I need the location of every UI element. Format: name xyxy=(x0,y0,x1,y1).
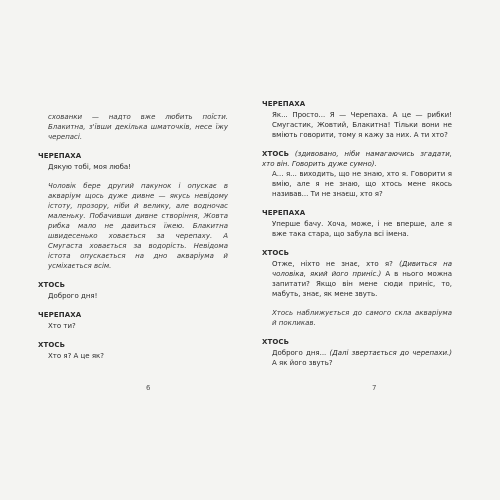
dialogue-turtle xyxy=(262,99,452,140)
dialogue-line: Доброго дня! xyxy=(48,292,98,300)
right-page xyxy=(262,99,452,377)
left-page xyxy=(38,112,228,370)
speaker-name: ЧЕРЕПАХА xyxy=(38,152,82,160)
dialogue-line: Уперше бачу. Хоча, може, і не вперше, але я вже така стара, що забула всі імена. xyxy=(272,220,452,238)
speaker-name: ХТОСЬ xyxy=(262,150,290,158)
dialogue-someone xyxy=(38,280,228,301)
speaker-name: ЧЕРЕПАХА xyxy=(38,311,82,319)
stage-direction: Хтось наближується до самого скла акваріума й покликав. xyxy=(272,309,452,327)
speaker-name: ХТОСЬ xyxy=(38,281,66,289)
speaker-name: ЧЕРЕПАХА xyxy=(262,100,306,108)
dialogue-someone xyxy=(262,248,452,299)
stage-direction-inline: (Дивиться на чоловіка, який його приніс.) xyxy=(272,260,452,278)
dialogue-turtle xyxy=(38,151,228,172)
dialogue-someone xyxy=(262,149,452,199)
speaker-name: ХТОСЬ xyxy=(38,341,66,349)
dialogue-someone xyxy=(38,340,228,361)
dialogue-text: А як його звуть? xyxy=(272,359,333,367)
dialogue-line: Хто ти? xyxy=(48,322,76,330)
dialogue-text: А в нього можна запитати? Якщо він мене сюди приніс, то, мабуть, знає, як мене звуть. xyxy=(272,270,452,298)
stage-direction: схованки — надто вже любить поїсти. Блакитна, з'ївши декілька шматочків, несе їжу черепасі. xyxy=(48,113,228,141)
dialogue-someone xyxy=(262,337,452,368)
dialogue-line xyxy=(272,348,452,368)
speaker-name: ХТОСЬ xyxy=(262,338,290,346)
speaker-name: ЧЕРЕПАХА xyxy=(262,209,306,217)
speaker-heading xyxy=(262,149,452,169)
page-number: 6 xyxy=(146,384,151,392)
dialogue-text: Отже, ніхто не знає, хто я? xyxy=(272,260,393,268)
dialogue-turtle xyxy=(262,208,452,239)
page-number: 7 xyxy=(372,384,377,392)
dialogue-turtle xyxy=(38,310,228,331)
dialogue-line: Хто я? А це як? xyxy=(48,352,104,360)
dialogue-line: Як... Просто... Я — Черепаха. А це — рибки! Смугастик, Жовтий, Блакитна! Тільки вони не вміють говорити, тому я кажу за них. А ти хто? xyxy=(272,111,452,139)
dialogue-line: А... я... виходить, що не знаю, хто я. Говорити я вмію, але я не знаю, що хтось мене якось називав... Ти не знаєш, хто я? xyxy=(272,170,452,198)
dialogue-line xyxy=(272,259,452,299)
stage-direction-inline: (Далі звертається до черепахи.) xyxy=(329,349,452,357)
dialogue-text: Доброго дня... xyxy=(272,349,327,357)
dialogue-line: Дякую тобі, моя люба! xyxy=(48,163,132,171)
stage-direction: Чоловік бере другий пакунок і опускає в акваріум щось дуже дивне — якусь невідому істоту, прозору, ніби й велику, але водночас маленьку. Побачивши дивне створіння, Жовта рибка мало не давиться їжею. Блакитна швидесенько ховається за черепаху. А Смугаста ховається за водорість. Невідома істота опускається на дно акваріума й усміхається всім. xyxy=(48,182,228,270)
speaker-name: ХТОСЬ xyxy=(262,249,290,257)
stage-direction-inline: (здивовано, ніби намагаючись згадати, хто він. Говорить дуже сумно). xyxy=(262,150,452,168)
